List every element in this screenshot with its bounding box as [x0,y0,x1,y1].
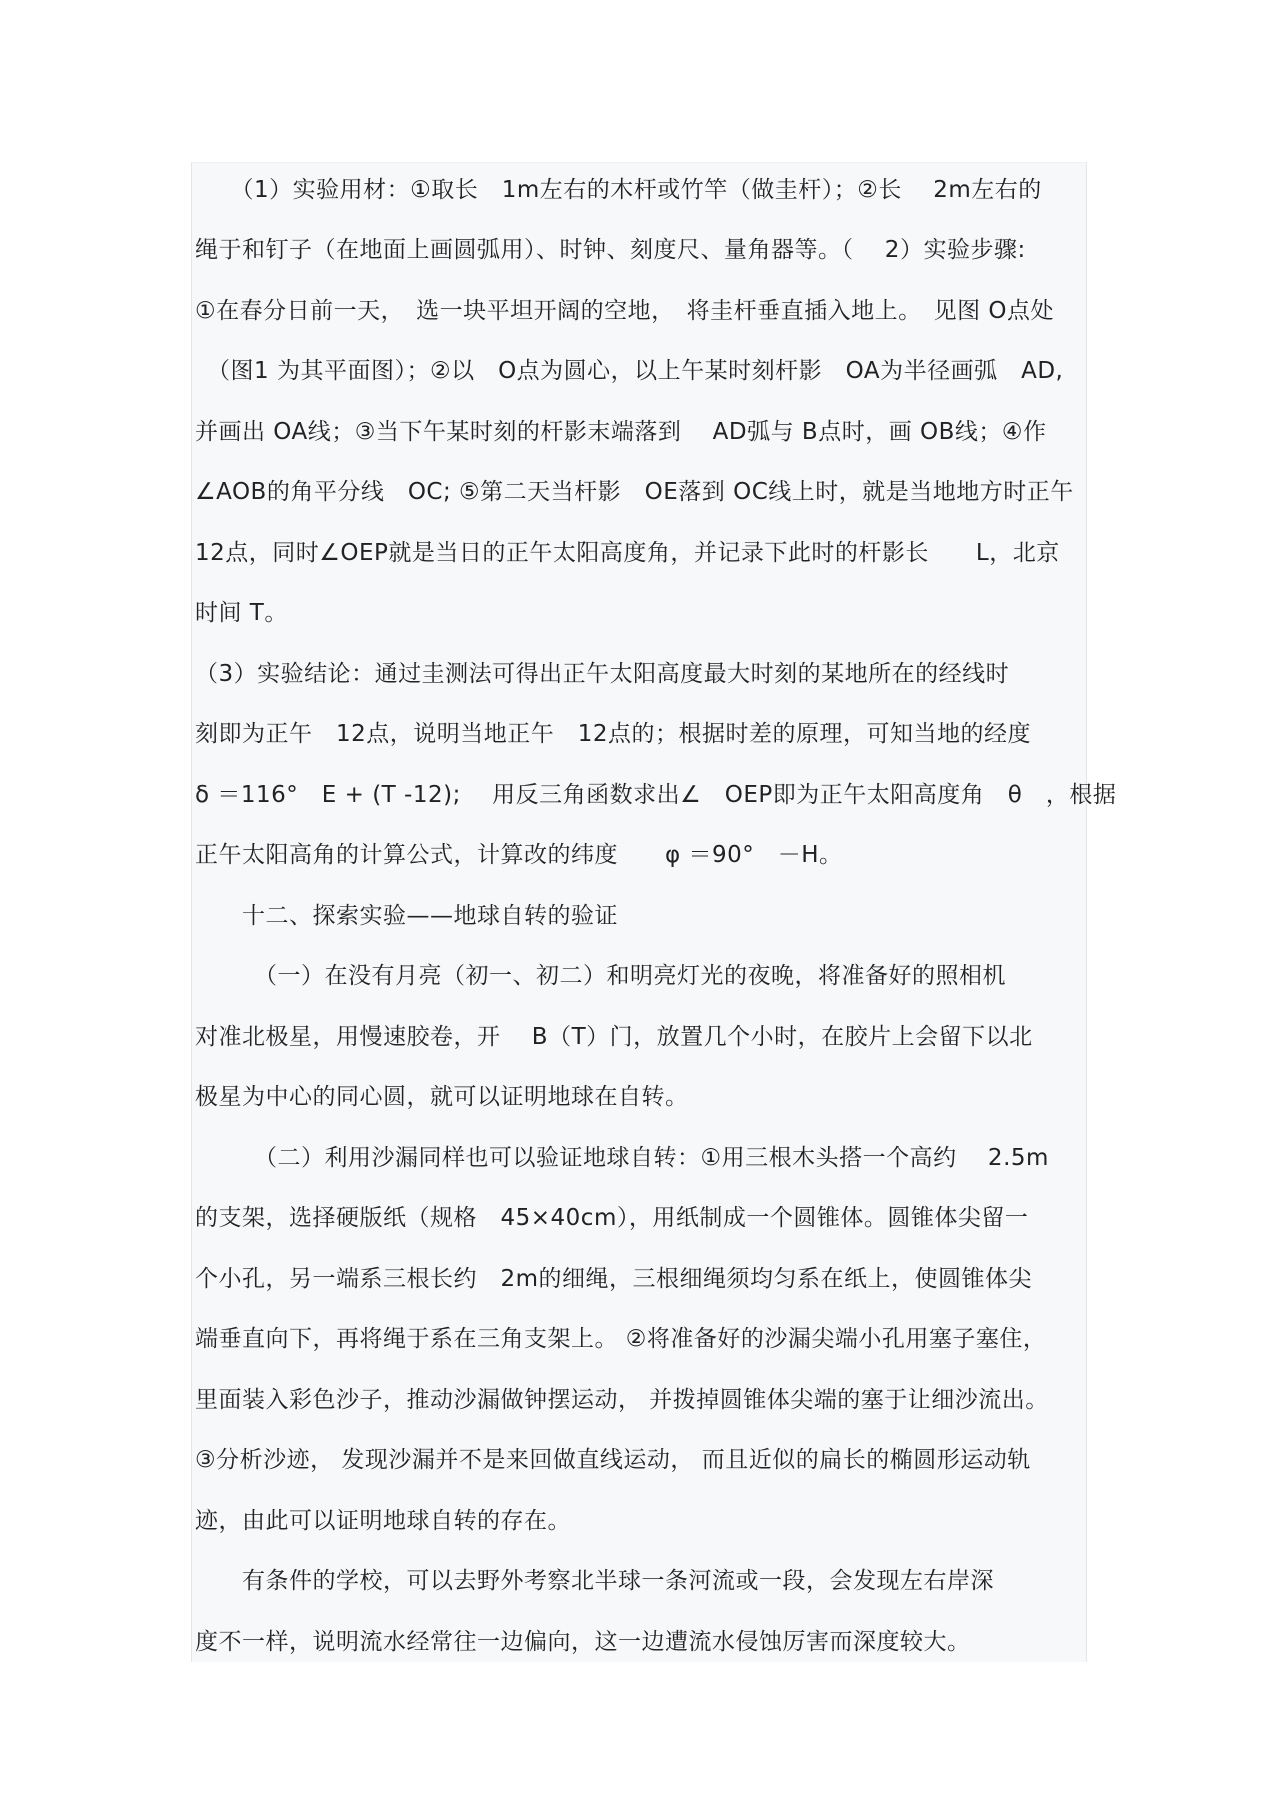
text-line-19: 个小孔，另一端系三根长约 2m的细绳，三根细绳须均匀系在纸上，使圆锥体尖 [195,1266,1033,1292]
text-line-10: 刻即为正午 12点，说明当地正午 12点的；根据时差的原理，可知当地的经度 [195,721,1032,747]
text-line-15: 对准北极星，用慢速胶卷，开 B（T）门，放置几个小时，在胶片上会留下以北 [195,1024,1033,1050]
text-line-20: 端垂直向下，再将绳于系在三角支架上。 ②将准备好的沙漏尖端小孔用塞子塞住， [195,1326,1047,1352]
text-line-11: δ ＝116° E + (T -12); 用反三角函数求出∠ OEP即为正午太阳高度角 θ ，根据 [195,782,1117,808]
text-line-14: （一）在没有月亮（初一、初二）和明亮灯光的夜晚，将准备好的照相机 [195,963,1006,989]
text-line-21: 里面装入彩色沙子，推动沙漏做钟摆运动， 并拨掉圆锥体尖端的塞于让细沙流出。 [195,1387,1049,1413]
section-heading: 十二、探索实验——地球自转的验证 [195,903,618,929]
text-line-9: （3）实验结论：通过圭测法可得出正午太阳高度最大时刻的某地所在的经线时 [195,661,1010,687]
text-line-4: （图1 为其平面图）；②以 O点为圆心，以上午某时刻杆影 OA为半径画弧 AD, [195,358,1064,384]
text-line-17: （二）利用沙漏同样也可以验证地球自转：①用三根木头搭一个高约 2.5m [195,1145,1049,1171]
text-line-5: 并画出 OA线；③当下午某时刻的杆影末端落到 AD弧与 B点时，画 OB线；④作 [195,419,1047,445]
text-line-24: 有条件的学校，可以去野外考察北半球一条河流或一段，会发现左右岸深 [195,1568,994,1594]
text-line-8: 时间 T。 [195,600,288,626]
text-line-6: ∠AOB的角平分线 OC; ⑤第二天当杆影 OE落到 OC线上时，就是当地地方时正午 [195,479,1074,505]
text-line-12: 正午太阳高角的计算公式，计算改的纬度 φ ＝90° －H。 [195,842,843,868]
text-line-3: ①在春分日前一天， 选一块平坦开阔的空地， 将圭杆垂直插入地上。 见图 O点处 [195,298,1055,324]
text-line-2: 绳于和钉子（在地面上画圆弧用）、时钟、刻度尺、量角器等。（ 2）实验步骤: [195,237,1026,263]
text-line-1: （1）实验用材：①取长 1m左右的木杆或竹竿（做圭杆）；②长 2m左右的 [195,177,1042,203]
text-line-18: 的支架，选择硬版纸（规格 45×40cm），用纸制成一个圆锥体。圆锥体尖留一 [195,1205,1029,1231]
text-line-25: 度不一样，说明流水经常往一边偏向，这一边遭流水侵蚀厉害而深度较大。 [195,1629,971,1655]
text-line-22: ③分析沙迹， 发现沙漏并不是来回做直线运动， 而且近似的扁长的椭圆形运动轨 [195,1447,1031,1473]
text-line-23: 迹，由此可以证明地球自转的存在。 [195,1508,571,1534]
text-line-7: 12点，同时∠OEP就是当日的正午太阳高度角，并记录下此时的杆影长 L，北京 [195,540,1060,566]
text-line-16: 极星为中心的同心圆，就可以证明地球在自转。 [195,1084,689,1110]
